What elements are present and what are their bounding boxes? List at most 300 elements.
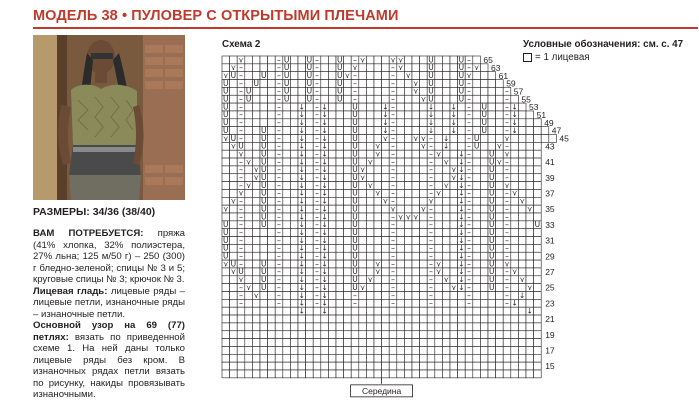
chart-symbol: – (467, 55, 471, 65)
chart-cell (511, 142, 519, 150)
chart-symbol: – (467, 267, 471, 277)
chart-cell (496, 260, 504, 268)
chart-cell (328, 299, 336, 307)
chart-symbol: – (391, 141, 395, 151)
chart-cell (290, 80, 298, 88)
chart-cell (222, 268, 230, 276)
chart-cell (252, 111, 260, 119)
chart-symbol: – (315, 204, 319, 214)
chart-cell (450, 299, 458, 307)
chart-cell (344, 213, 352, 221)
chart-cell (404, 354, 412, 362)
chart-symbol: ⋎ (223, 204, 229, 214)
chart-cell (534, 323, 542, 331)
chart-cell (313, 346, 321, 354)
chart-cell (450, 150, 458, 158)
chart-cell (435, 80, 443, 88)
chart-symbol: – (467, 196, 471, 206)
chart-cell (328, 284, 336, 292)
chart-cell (397, 370, 405, 378)
chart-symbol: – (429, 290, 433, 300)
chart-cell (518, 182, 526, 190)
chart-cell (374, 56, 382, 64)
chart-cell (382, 64, 390, 72)
chart-symbol: U (352, 165, 358, 175)
chart-cell (298, 64, 306, 72)
chart-cell (526, 323, 534, 331)
chart-symbol: ↓ (511, 298, 518, 308)
chart-symbol: – (239, 78, 243, 88)
chart-symbol: ⋎ (420, 141, 427, 151)
chart-cell (366, 346, 374, 354)
chart-symbol: U (223, 94, 229, 104)
chart-cell (351, 315, 359, 323)
chart-cell (336, 174, 344, 182)
chart-cell (404, 166, 412, 174)
chart-cell (420, 331, 428, 339)
chart-cell (268, 182, 276, 190)
chart-cell (230, 276, 238, 284)
chart-cell (496, 354, 504, 362)
chart-symbol: ⋎ (223, 70, 229, 80)
chart-symbol: – (239, 282, 243, 292)
chart-cell (290, 237, 298, 245)
chart-cell (397, 292, 405, 300)
chart-cell (359, 80, 367, 88)
chart-cell (268, 370, 276, 378)
chart-cell (252, 135, 260, 143)
chart-cell (290, 189, 298, 197)
chart-cell (245, 189, 253, 197)
chart-symbol: – (239, 212, 243, 222)
chart-symbol: – (315, 298, 319, 308)
chart-symbol: U (283, 55, 290, 65)
chart-symbol: – (315, 227, 319, 237)
chart-cell (534, 307, 542, 315)
chart-cell (397, 299, 405, 307)
chart-cell (290, 284, 298, 292)
chart-cell (252, 213, 260, 221)
chart-cell (389, 315, 397, 323)
chart-cell (290, 354, 298, 362)
chart-cell (344, 268, 352, 276)
chart-symbol: U (261, 267, 267, 277)
chart-symbol: ⋎ (245, 157, 252, 167)
chart-cell (420, 252, 428, 260)
chart-cell (450, 87, 458, 95)
pattern-text: вязать по приведенной схеме 1. На ней даны только лицевые ряды без кром. В изнаночных рядах петли вязать по рисунку, накиды провязывать изнаночными. (33, 331, 185, 400)
chart-cell (397, 331, 405, 339)
chart-cell (222, 315, 230, 323)
chart-symbol: ↓ (321, 290, 328, 300)
chart-cell (473, 95, 481, 103)
chart-cell (268, 323, 276, 331)
chart-cell (404, 268, 412, 276)
chart-cell (458, 346, 466, 354)
chart-cell (351, 339, 359, 347)
chart-cell (450, 346, 458, 354)
chart-symbol: ⋎ (367, 275, 373, 285)
chart-cell (344, 150, 352, 158)
chart-cell (496, 315, 504, 323)
chart-symbol: ↓ (450, 110, 457, 120)
chart-cell (534, 284, 542, 292)
chart-cell (283, 331, 291, 339)
chart-symbol: – (391, 188, 395, 198)
chart-symbol: U (306, 63, 313, 73)
chart-cell (397, 127, 405, 135)
chart-symbol: ↓ (458, 259, 465, 269)
chart-symbol: ⋎ (359, 55, 366, 65)
chart-cell (496, 370, 504, 378)
chart-cell (450, 142, 458, 150)
sizes-heading: РАЗМЕРЫ: 34/36 (38/40) (33, 206, 156, 218)
chart-cell (412, 237, 420, 245)
chart-symbol: ⋎ (367, 180, 373, 190)
chart-cell (260, 237, 268, 245)
chart-symbol: ↓ (382, 125, 389, 135)
chart-cell (298, 315, 306, 323)
chart-symbol: – (505, 196, 509, 206)
chart-cell (488, 323, 496, 331)
chart-cell (245, 331, 253, 339)
chart-symbol: – (505, 141, 509, 151)
chart-symbol: – (277, 212, 281, 222)
chart-cell (404, 284, 412, 292)
chart-symbol: – (467, 157, 471, 167)
row-number: 37 (545, 188, 555, 199)
chart-cell (328, 182, 336, 190)
chart-cell (290, 103, 298, 111)
chart-symbol: – (277, 290, 281, 300)
chart-cell (252, 119, 260, 127)
chart-cell (366, 237, 374, 245)
chart-cell (298, 346, 306, 354)
chart-cell (344, 346, 352, 354)
chart-cell (496, 221, 504, 229)
chart-cell (321, 72, 329, 80)
chart-symbol: – (467, 78, 471, 88)
chart-cell (290, 166, 298, 174)
chart-symbol: – (467, 165, 471, 175)
chart-cell (435, 213, 443, 221)
chart-cell (237, 370, 245, 378)
chart-cell (245, 315, 253, 323)
chart-cell (336, 339, 344, 347)
chart-symbol: ↓ (298, 220, 305, 230)
chart-symbol: ⋎ (413, 212, 419, 222)
chart-cell (511, 346, 519, 354)
chart-cell (275, 315, 283, 323)
chart-cell (344, 292, 352, 300)
chart-cell (480, 252, 488, 260)
chart-cell (420, 370, 428, 378)
chart-cell (382, 213, 390, 221)
chart-cell (518, 150, 526, 158)
chart-symbol: – (277, 102, 281, 112)
chart-symbol: ↓ (298, 157, 305, 167)
chart-symbol: U (489, 165, 495, 175)
chart-cell (283, 354, 291, 362)
chart-cell (526, 370, 534, 378)
chart-symbol: U (283, 86, 290, 96)
chart-cell (290, 362, 298, 370)
chart-cell (306, 135, 314, 143)
chart-symbol: U (238, 267, 244, 277)
chart-cell (450, 307, 458, 315)
chart-symbol: – (315, 102, 319, 112)
chart-symbol: U (534, 220, 541, 230)
chart-cell (290, 307, 298, 315)
chart-cell (245, 119, 253, 127)
chart-symbol: – (315, 259, 319, 269)
chart-symbol: ↓ (321, 235, 328, 245)
chart-symbol: U (428, 78, 434, 88)
chart-cell (268, 111, 276, 119)
chart-symbol: ↓ (458, 235, 465, 245)
chart-cell (496, 189, 504, 197)
chart-cell (465, 307, 473, 315)
chart-cell (397, 87, 405, 95)
chart-cell (328, 103, 336, 111)
chart-symbol: – (391, 282, 395, 292)
chart-symbol: U (489, 243, 495, 253)
chart-symbol: ↓ (458, 188, 465, 198)
chart-cell (488, 346, 496, 354)
chart-symbol: U (489, 267, 495, 277)
chart-symbol: U (352, 251, 358, 261)
chart-cell (412, 150, 420, 158)
chart-cell (442, 103, 450, 111)
chart-cell (230, 229, 238, 237)
chart-cell (290, 197, 298, 205)
chart-cell (230, 80, 238, 88)
chart-symbol: ↓ (298, 125, 305, 135)
chart-cell (245, 64, 253, 72)
chart-cell (245, 135, 253, 143)
chart-cell (397, 95, 405, 103)
chart-cell (404, 260, 412, 268)
chart-cell (336, 346, 344, 354)
chart-symbol: – (277, 173, 281, 182)
chart-cell (252, 197, 260, 205)
row-number: 57 (513, 86, 524, 97)
chart-cell (473, 197, 481, 205)
chart-symbol: – (429, 188, 433, 198)
chart-cell (336, 237, 344, 245)
chart-symbol: U (352, 196, 358, 206)
chart-cell (374, 87, 382, 95)
chart-cell (518, 213, 526, 221)
chart-symbol: – (277, 94, 281, 104)
chart-cell (268, 354, 276, 362)
chart-symbol: – (239, 118, 243, 128)
chart-cell (397, 72, 405, 80)
chart-cell (442, 244, 450, 252)
chart-cell (283, 252, 291, 260)
chart-cell (382, 142, 390, 150)
chart-symbol: ↓ (443, 141, 450, 151)
chart-cell (245, 252, 253, 260)
chart-cell (526, 127, 534, 135)
chart-symbol: ↓ (298, 149, 305, 159)
chart-cell (435, 119, 443, 127)
chart-cell (488, 80, 496, 88)
chart-cell (534, 370, 542, 378)
chart-symbol: – (391, 259, 395, 269)
chart-cell (313, 331, 321, 339)
chart-cell (420, 150, 428, 158)
chart-cell (534, 158, 542, 166)
chart-cell (283, 284, 291, 292)
chart-cell (268, 87, 276, 95)
chart-symbol: U (337, 78, 343, 88)
chart-cell (404, 237, 412, 245)
chart-cell (252, 205, 260, 213)
chart-cell (306, 205, 314, 213)
chart-cell (268, 150, 276, 158)
chart-symbol: ⋎ (375, 188, 381, 198)
chart-cell (526, 331, 534, 339)
row-number: 29 (545, 251, 555, 262)
chart-cell (336, 307, 344, 315)
chart-symbol: ↓ (298, 102, 305, 112)
chart-symbol: – (391, 251, 395, 261)
chart-cell (435, 158, 443, 166)
chart-symbol: – (277, 243, 281, 253)
chart-cell (427, 331, 435, 339)
chart-cell (488, 299, 496, 307)
chart-cell (328, 276, 336, 284)
chart-cell (473, 323, 481, 331)
chart-cell (442, 370, 450, 378)
chart-cell (465, 331, 473, 339)
chart-cell (283, 189, 291, 197)
chart-cell (397, 268, 405, 276)
chart-symbol: – (315, 125, 319, 135)
chart-cell (480, 370, 488, 378)
chart-symbol: ⋎ (527, 282, 533, 292)
chart-cell (344, 276, 352, 284)
chart-cell (328, 370, 336, 378)
chart-cell (511, 237, 519, 245)
chart-cell (298, 354, 306, 362)
chart-cell (306, 166, 314, 174)
chart-cell (328, 307, 336, 315)
chart-symbol: – (505, 118, 509, 128)
chart-cell (450, 72, 458, 80)
chart-cell (465, 362, 473, 370)
chart-cell (252, 229, 260, 237)
chart-cell (374, 354, 382, 362)
chart-cell (366, 307, 374, 315)
chart-cell (473, 174, 481, 182)
chart-cell (420, 64, 428, 72)
chart-symbol: – (391, 196, 395, 206)
chart-cell (503, 354, 511, 362)
chart-cell (328, 111, 336, 119)
chart-cell (450, 64, 458, 72)
chart-cell (511, 150, 519, 158)
chart-symbol: – (467, 180, 471, 190)
chart-symbol: – (505, 157, 509, 167)
chart-cell (480, 158, 488, 166)
chart-symbol: U (352, 282, 358, 292)
chart-cell (404, 362, 412, 370)
chart-cell (336, 142, 344, 150)
chart-cell (480, 237, 488, 245)
chart-cell (268, 158, 276, 166)
chart-cell (344, 95, 352, 103)
chart-cell (435, 229, 443, 237)
chart-symbol: – (353, 70, 357, 80)
chart-symbol: – (277, 133, 281, 143)
chart-symbol: U (428, 94, 434, 104)
chart-cell (306, 244, 314, 252)
chart-symbol: – (429, 141, 433, 151)
chart-symbol: ↓ (321, 212, 328, 222)
chart-cell (359, 103, 367, 111)
chart-cell (359, 252, 367, 260)
chart-cell (473, 292, 481, 300)
chart-cell (511, 331, 519, 339)
chart-cell (420, 346, 428, 354)
chart-symbol: U (352, 220, 358, 230)
chart-cell (458, 339, 466, 347)
chart-cell (298, 362, 306, 370)
chart-cell (336, 315, 344, 323)
chart-cell (473, 331, 481, 339)
chart-cell (534, 244, 542, 252)
chart-cell (480, 276, 488, 284)
chart-cell (359, 72, 367, 80)
chart-symbol: – (315, 141, 319, 151)
chart-cell (374, 80, 382, 88)
chart-cell (230, 244, 238, 252)
row-number: 31 (545, 235, 555, 246)
chart-symbol: – (315, 110, 319, 120)
chart-cell (382, 299, 390, 307)
chart-cell (268, 237, 276, 245)
chart-symbol: U (223, 102, 229, 112)
chart-cell (526, 237, 534, 245)
chart-cell (298, 323, 306, 331)
chart-cell (435, 221, 443, 229)
chart-cell (496, 111, 504, 119)
chart-cell (230, 237, 238, 245)
chart-cell (366, 362, 374, 370)
chart-cell (283, 197, 291, 205)
chart-symbol: – (353, 290, 357, 300)
chart-cell (283, 229, 291, 237)
chart-cell (268, 276, 276, 284)
chart-cell (366, 111, 374, 119)
chart-cell (526, 354, 534, 362)
chart-cell (465, 354, 473, 362)
chart-symbol: ⋎ (504, 149, 510, 159)
chart-cell (412, 323, 420, 331)
chart-cell (344, 299, 352, 307)
chart-cell (488, 111, 496, 119)
chart-cell (480, 354, 488, 362)
chart-cell (534, 197, 542, 205)
chart-cell (290, 72, 298, 80)
chart-cell (366, 284, 374, 292)
chart-symbol: – (467, 94, 471, 104)
chart-cell (442, 331, 450, 339)
chart-cell (336, 182, 344, 190)
chart-cell (450, 252, 458, 260)
